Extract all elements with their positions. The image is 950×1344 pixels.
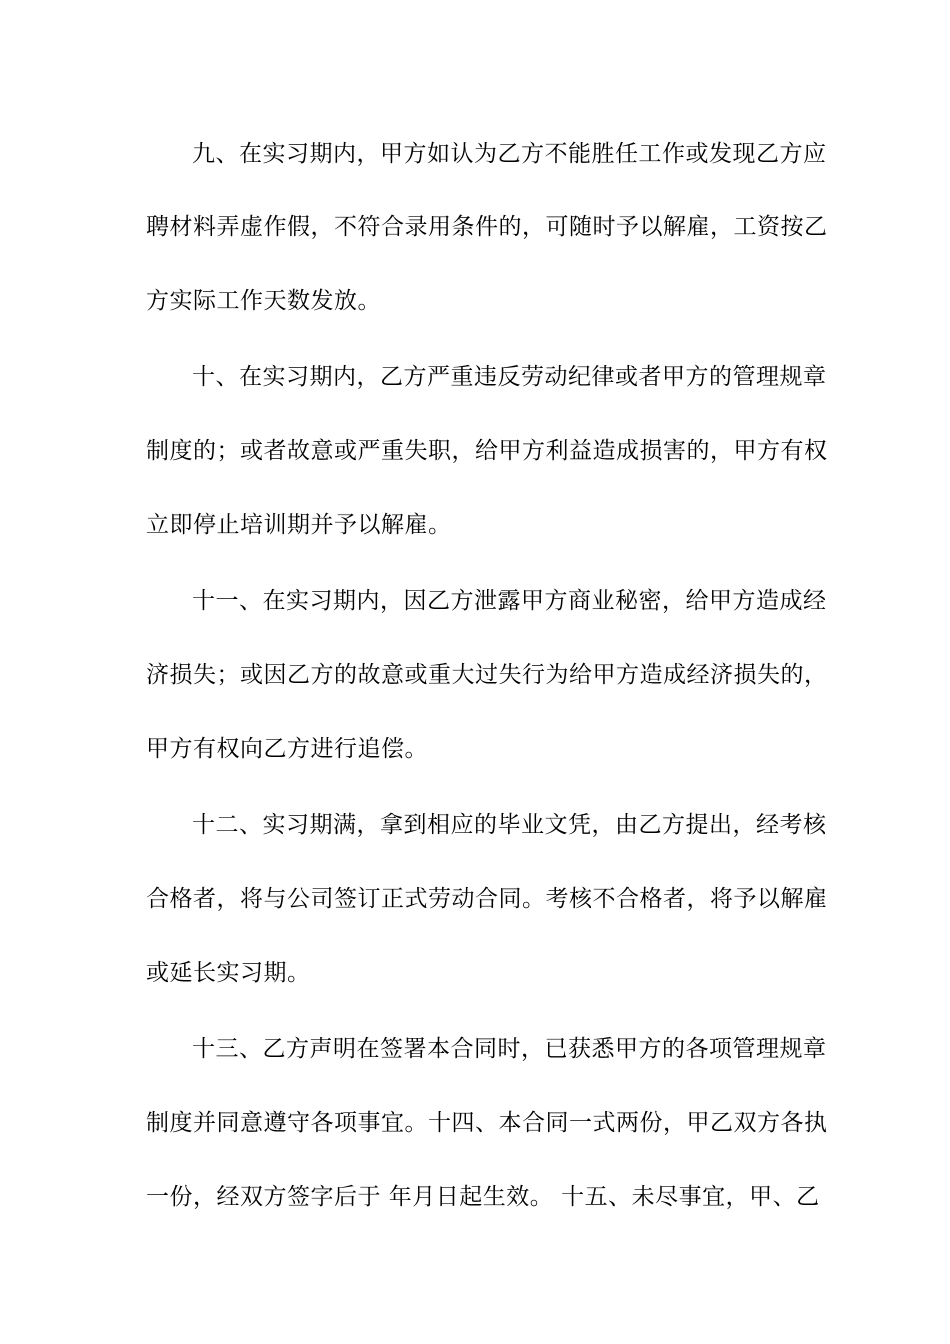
paragraph-13-line-3: 一份，经双方签字后于 年月日起生效。 十五、未尽事宜，甲、乙	[146, 1184, 820, 1210]
paragraph-10-line-2: 制度的；或者故意或严重失职，给甲方利益造成损害的，甲方有权	[146, 438, 828, 464]
paragraph-10-line-1: 十、在实习期内，乙方严重违反劳动纪律或者甲方的管理规章	[192, 364, 827, 390]
paragraph-9-line-3: 方实际工作天数发放。	[146, 288, 381, 314]
paragraph-10-line-3: 立即停止培训期并予以解雇。	[146, 512, 452, 538]
paragraph-11-line-2: 济损失；或因乙方的故意或重大过失行为给甲方造成经济损失的，	[146, 662, 828, 688]
paragraph-12-line-3: 或延长实习期。	[146, 960, 311, 986]
paragraph-13-line-2: 制度并同意遵守各项事宜。十四、本合同一式两份，甲乙双方各执	[146, 1110, 828, 1136]
paragraph-12-line-1: 十二、实习期满，拿到相应的毕业文凭，由乙方提出，经考核	[192, 812, 827, 838]
paragraph-12-line-2: 合格者，将与公司签订正式劳动合同。考核不合格者，将予以解雇	[146, 886, 828, 912]
paragraph-13-line-1: 十三、乙方声明在签署本合同时，已获悉甲方的各项管理规章	[192, 1036, 827, 1062]
paragraph-11-line-1: 十一、在实习期内，因乙方泄露甲方商业秘密，给甲方造成经	[192, 588, 827, 614]
paragraph-9-line-1: 九、在实习期内，甲方如认为乙方不能胜任工作或发现乙方应	[192, 141, 827, 167]
paragraph-11-line-3: 甲方有权向乙方进行追偿。	[146, 736, 428, 762]
paragraph-9-line-2: 聘材料弄虚作假，不符合录用条件的，可随时予以解雇，工资按乙	[146, 214, 828, 240]
